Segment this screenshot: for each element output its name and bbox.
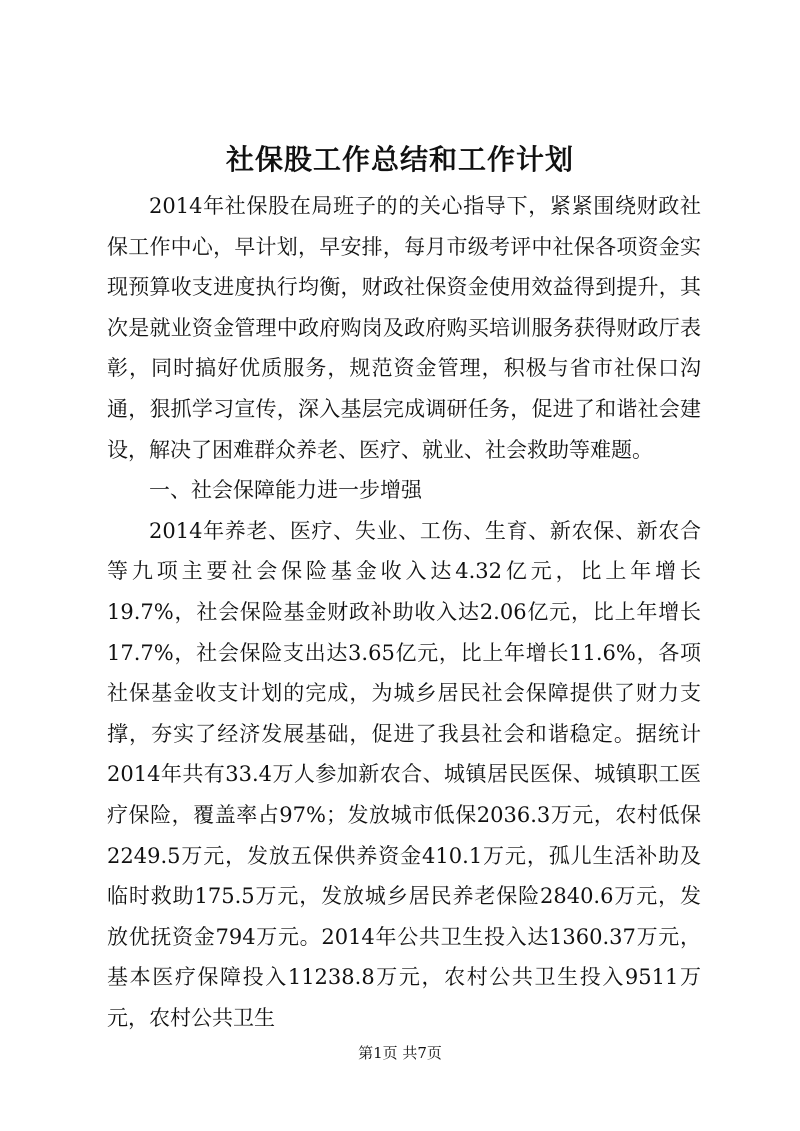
paragraph-intro: 2014年社保股在局班子的的关心指导下，紧紧围绕财政社保工作中心，早计划，早安排，每月市级考评中社保各项资金实现预算收支进度执行均衡，财政社保资金使用效益得到提升，其次是就业资金管理中政府购岗及政府购买培训服务获得财政厅表彰，同时搞好优质服务，规范资金管理，积极与省市社保口沟通，狠抓学习宣传，深入基层完成调研任务，促进了和谐社会建设，解决了困难群众养老、医疗、就业、社会救助等难题。 <box>107 194 701 462</box>
document-body <box>107 186 701 1038</box>
paragraph-statistics: 2014年养老、医疗、失业、工伤、生育、新农保、新农合等九项主要社会保险基金收入达4.32亿元，比上年增长19.7%，社会保险基金财政补助收入达2.06亿元，比上年增长17.7%，社会保险支出达3.65亿元，比上年增长11.6%，各项社保基金收支计划的完成，为城乡居民社会保障提供了财力支撑，夯实了经济发展基础，促进了我县社会和谐稳定。据统计2014年共有33.4万人参加新农合、城镇居民医保、城镇职工医疗保险，覆盖率占97%；发放城市低保2036.3万元，农村低保2249.5万元，发放五保供养资金410.1万元，孤儿生活补助及临时救助175.5万元，发放城乡居民养老保险2840.6万元，发放优抚资金794万元。2014年公共卫生投入达1360.37万元，基本医疗保障投入11238.8万元，农村公共卫生投入9511万元，农村公共卫生 <box>107 518 701 1030</box>
document-title: 社保股工作总结和工作计划 <box>225 143 574 176</box>
section-heading: 一、社会保障能力进一步增强 <box>149 478 422 503</box>
page-number-footer: 第1页 共7页 <box>358 1044 442 1062</box>
